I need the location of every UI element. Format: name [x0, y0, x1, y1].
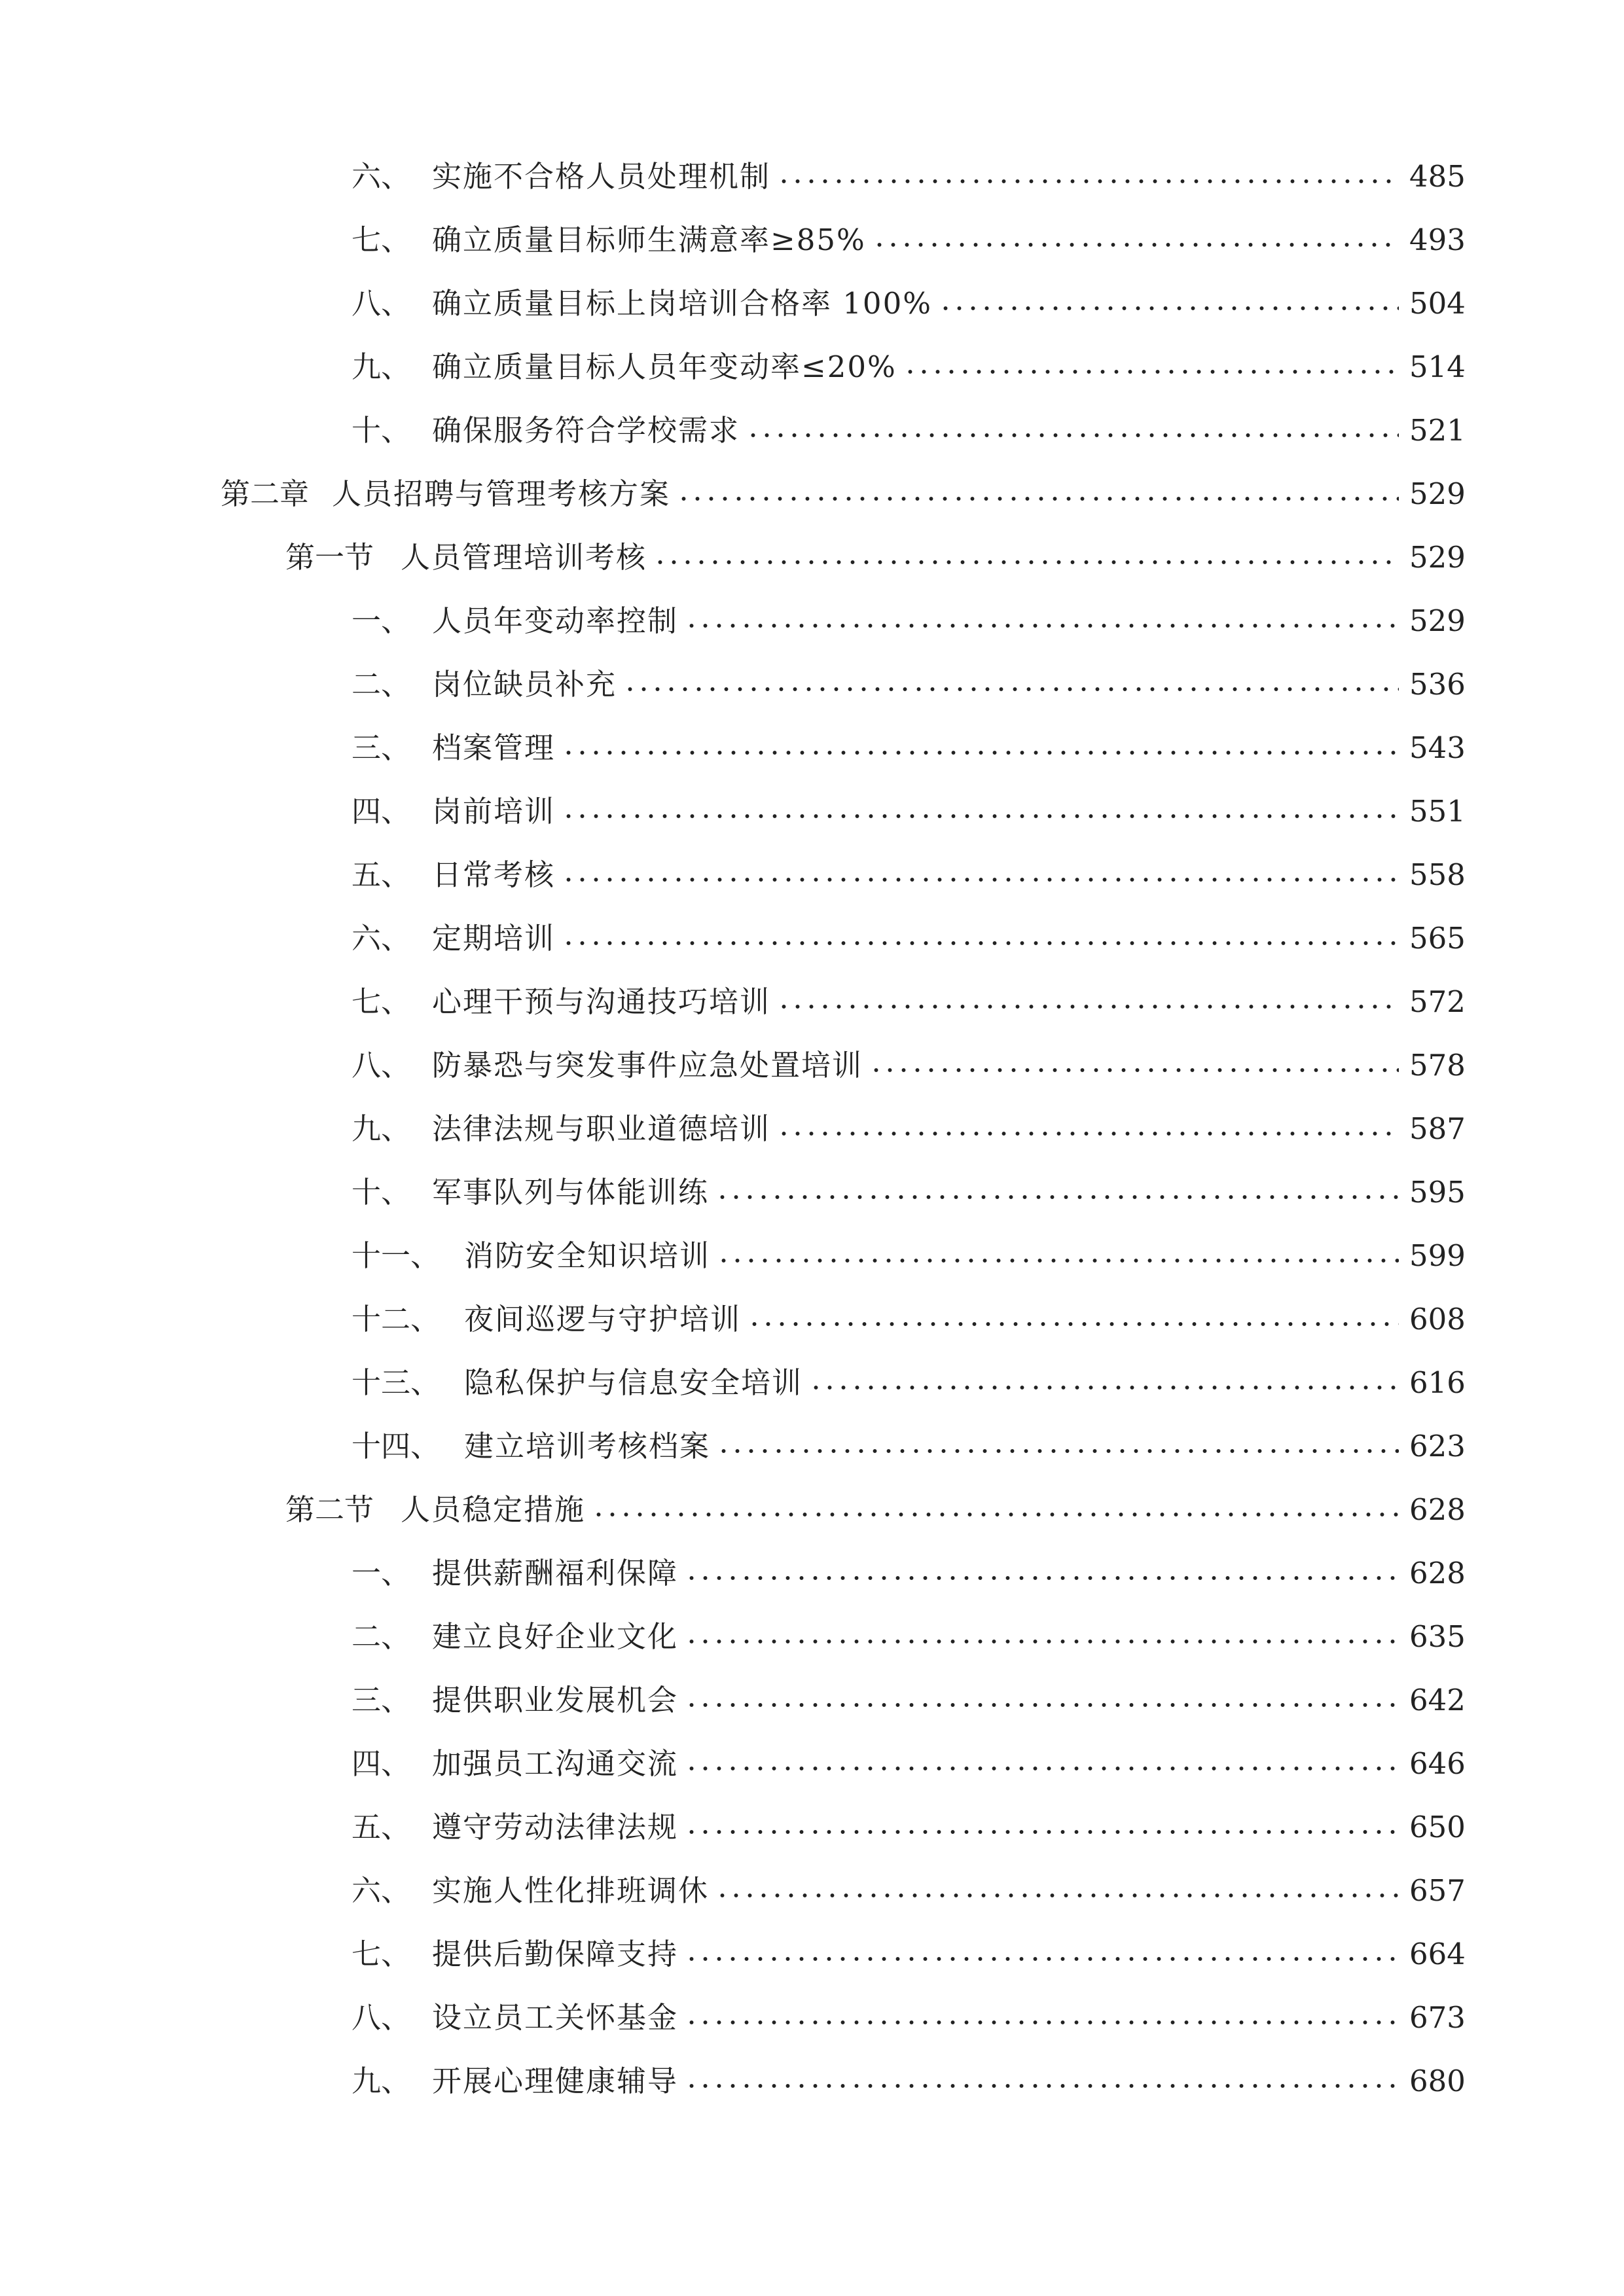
toc-dot-leader: [685, 2083, 1399, 2089]
toc-entry-number: 六、: [352, 159, 411, 194]
toc-dot-leader: [562, 813, 1399, 819]
toc-entry-number: 七、: [352, 223, 411, 257]
toc-entry[interactable]: [352, 278, 1466, 330]
toc-entry[interactable]: [352, 1674, 1466, 1727]
toc-dot-leader: [869, 1067, 1399, 1073]
toc-entry[interactable]: [352, 595, 1466, 647]
toc-entry-page: 599: [1409, 1238, 1466, 1273]
toc-entry[interactable]: [352, 658, 1466, 711]
toc-entry-title: 法律法规与职业道德培训: [432, 1111, 771, 1146]
toc-entry[interactable]: [352, 785, 1466, 838]
toc-dot-leader: [903, 368, 1399, 375]
toc-entry[interactable]: [352, 1357, 1466, 1409]
toc-entry[interactable]: [352, 404, 1466, 457]
toc-entry-title: 提供薪酬福利保障: [432, 1556, 679, 1590]
toc-dot-leader: [562, 876, 1399, 883]
toc-dot-leader: [562, 940, 1399, 946]
toc-entry-title: 加强员工沟通交流: [432, 1746, 679, 1781]
toc-entry-page: 485: [1409, 159, 1466, 194]
toc-entry[interactable]: [352, 912, 1466, 965]
toc-section-entry[interactable]: [285, 1484, 1466, 1536]
toc-entry-title: 实施不合格人员处理机制: [432, 159, 771, 194]
toc-entry-page: 587: [1409, 1111, 1466, 1146]
toc-dot-leader: [873, 242, 1399, 248]
toc-entry-title: 遵守劳动法律法规: [432, 1810, 679, 1844]
toc-dot-leader: [748, 1321, 1399, 1327]
toc-entry-title: 确立质量目标人员年变动率≤20%: [432, 350, 897, 384]
toc-entry[interactable]: [352, 722, 1466, 774]
toc-entry[interactable]: [352, 1992, 1466, 2044]
toc-entry[interactable]: [352, 151, 1466, 203]
toc-entry-number: 二、: [352, 667, 411, 702]
toc-entry-page: 595: [1409, 1175, 1466, 1210]
toc-entry-number: 一、: [352, 603, 411, 638]
toc-entry[interactable]: [352, 1611, 1466, 1663]
toc-entry-title: 人员年变动率控制: [432, 603, 679, 638]
toc-entry-number: 八、: [352, 2000, 411, 2035]
toc-entry[interactable]: [352, 976, 1466, 1028]
toc-dot-leader: [623, 686, 1399, 692]
toc-entry-title: 人员招聘与管理考核方案: [332, 476, 671, 511]
toc-entry-number: 十二、: [352, 1302, 441, 1336]
toc-entry-title: 日常考核: [432, 857, 556, 892]
toc-entry-number: 十一、: [352, 1238, 441, 1273]
toc-section-entry[interactable]: [285, 531, 1466, 584]
toc-entry-title: 开展心理健康辅导: [432, 2064, 679, 2098]
toc-entry[interactable]: [352, 1166, 1466, 1219]
toc-entry-number: 九、: [352, 2064, 411, 2098]
toc-entry-number: 十、: [352, 413, 411, 448]
toc-entry-title: 消防安全知识培训: [464, 1238, 711, 1273]
toc-entry-title: 设立员工关怀基金: [432, 2000, 679, 2035]
toc-entry-page: 514: [1409, 350, 1466, 384]
toc-dot-leader: [809, 1384, 1399, 1391]
toc-dot-leader: [715, 1194, 1399, 1200]
toc-dot-leader: [685, 622, 1399, 629]
toc-entry[interactable]: [352, 2055, 1466, 2108]
toc-dot-leader: [592, 1511, 1399, 1518]
toc-entry-number: 五、: [352, 857, 411, 892]
toc-entry[interactable]: [352, 1801, 1466, 1854]
toc-dot-leader: [777, 178, 1399, 185]
toc-entry[interactable]: [352, 1293, 1466, 1346]
toc-entry-title: 心理干预与沟通技巧培训: [432, 984, 771, 1019]
toc-dot-leader: [677, 495, 1399, 502]
toc-entry-page: 642: [1409, 1683, 1466, 1717]
toc-entry-page: 673: [1409, 2000, 1466, 2035]
toc-entry[interactable]: [352, 849, 1466, 901]
toc-entry-page: 616: [1409, 1365, 1466, 1400]
toc-entry-title: 实施人性化排班调休: [432, 1873, 710, 1908]
toc-entry-page: 680: [1409, 2064, 1466, 2098]
toc-entry[interactable]: [352, 214, 1466, 266]
toc-entry-title: 档案管理: [432, 730, 556, 765]
toc-entry-title: 确保服务符合学校需求: [432, 413, 740, 448]
toc-entry-number: 四、: [352, 1746, 411, 1781]
toc-entry-page: 628: [1409, 1492, 1466, 1527]
toc-entry-page: 650: [1409, 1810, 1466, 1844]
toc-entry-title: 确立质量目标师生满意率≥85%: [432, 223, 866, 257]
toc-entry-page: 565: [1409, 921, 1466, 956]
toc-dot-leader: [939, 305, 1399, 312]
toc-entry[interactable]: [352, 1039, 1466, 1092]
toc-entry-page: 536: [1409, 667, 1466, 702]
toc-entry-page: 504: [1409, 286, 1466, 321]
toc-entry-page: 646: [1409, 1746, 1466, 1781]
toc-dot-leader: [717, 1448, 1399, 1454]
toc-entry-page: 543: [1409, 730, 1466, 765]
toc-entry-page: 572: [1409, 984, 1466, 1019]
toc-entry-number: 九、: [352, 1111, 411, 1146]
toc-entry-page: 657: [1409, 1873, 1466, 1908]
toc-entry-page: 529: [1409, 476, 1466, 511]
toc-dot-leader: [717, 1257, 1399, 1264]
toc-entry-title: 建立良好企业文化: [432, 1619, 679, 1654]
toc-entry-page: 623: [1409, 1429, 1466, 1463]
toc-entry[interactable]: [352, 1230, 1466, 1282]
toc-entry[interactable]: [352, 341, 1466, 393]
toc-entry-page: 529: [1409, 540, 1466, 575]
toc-entry-number: 十、: [352, 1175, 411, 1210]
toc-entry-number: 六、: [352, 921, 411, 956]
toc-entry[interactable]: [352, 1547, 1466, 1600]
toc-entry-number: 六、: [352, 1873, 411, 1908]
toc-entry-number: 一、: [352, 1556, 411, 1590]
toc-dot-leader: [685, 1765, 1399, 1772]
toc-entry-page: 521: [1409, 413, 1466, 448]
toc-entry-number: 第二节: [285, 1492, 374, 1527]
toc-entry-page: 558: [1409, 857, 1466, 892]
toc-dot-leader: [685, 1638, 1399, 1645]
toc-entry-number: 第二章: [221, 476, 310, 511]
toc-dot-leader: [685, 1956, 1399, 1962]
toc-entry-title: 建立培训考核档案: [464, 1429, 711, 1463]
toc-chapter-entry[interactable]: [221, 468, 1466, 520]
toc-entry-title: 夜间巡逻与守护培训: [464, 1302, 742, 1336]
toc-entry-page: 493: [1409, 223, 1466, 257]
toc-dot-leader: [746, 432, 1399, 439]
toc-entry-number: 四、: [352, 794, 411, 829]
toc-entry-page: 635: [1409, 1619, 1466, 1654]
toc-entry-page: 628: [1409, 1556, 1466, 1590]
toc-entry-title: 岗前培训: [432, 794, 556, 829]
toc-entry-page: 551: [1409, 794, 1466, 829]
toc-dot-leader: [562, 749, 1399, 756]
toc-entry-title: 定期培训: [432, 921, 556, 956]
toc-dot-leader: [653, 559, 1399, 565]
toc-dot-leader: [685, 1829, 1399, 1835]
toc-entry[interactable]: [352, 1738, 1466, 1790]
toc-dot-leader: [685, 1702, 1399, 1708]
toc-entry[interactable]: [352, 1928, 1466, 1981]
toc-entry-number: 七、: [352, 984, 411, 1019]
toc-entry-number: 三、: [352, 1683, 411, 1717]
toc-entry-title: 岗位缺员补充: [432, 667, 617, 702]
toc-entry-page: 664: [1409, 1937, 1466, 1971]
toc-entry-number: 八、: [352, 286, 411, 321]
toc-entry-number: 三、: [352, 730, 411, 765]
toc-entry-number: 七、: [352, 1937, 411, 1971]
toc-dot-leader: [777, 1130, 1399, 1137]
toc-entry-number: 第一节: [285, 540, 374, 575]
toc-entry-number: 八、: [352, 1048, 411, 1083]
toc-entry[interactable]: [352, 1103, 1466, 1155]
toc-entry-title: 人员稳定措施: [401, 1492, 586, 1527]
toc-entry-page: 529: [1409, 603, 1466, 638]
toc-entry-page: 608: [1409, 1302, 1466, 1336]
toc-entry-title: 人员管理培训考核: [401, 540, 647, 575]
toc-entry-title: 提供职业发展机会: [432, 1683, 679, 1717]
toc-entry-title: 防暴恐与突发事件应急处置培训: [432, 1048, 863, 1083]
toc-entry-number: 九、: [352, 350, 411, 384]
toc-entry-title: 提供后勤保障支持: [432, 1937, 679, 1971]
toc-entry-number: 五、: [352, 1810, 411, 1844]
toc-entry-title: 军事队列与体能训练: [432, 1175, 710, 1210]
toc-entry-number: 十四、: [352, 1429, 441, 1463]
toc-dot-leader: [777, 1003, 1399, 1010]
toc-entry[interactable]: [352, 1865, 1466, 1917]
toc-dot-leader: [685, 2019, 1399, 2026]
toc-dot-leader: [685, 1575, 1399, 1581]
toc-entry[interactable]: [352, 1420, 1466, 1473]
toc-entry-number: 十三、: [352, 1365, 441, 1400]
toc-dot-leader: [715, 1892, 1399, 1899]
toc-entry-page: 578: [1409, 1048, 1466, 1083]
toc-entry-title: 确立质量目标上岗培训合格率 100%: [432, 286, 932, 321]
toc-entry-number: 二、: [352, 1619, 411, 1654]
toc-entry-title: 隐私保护与信息安全培训: [464, 1365, 803, 1400]
